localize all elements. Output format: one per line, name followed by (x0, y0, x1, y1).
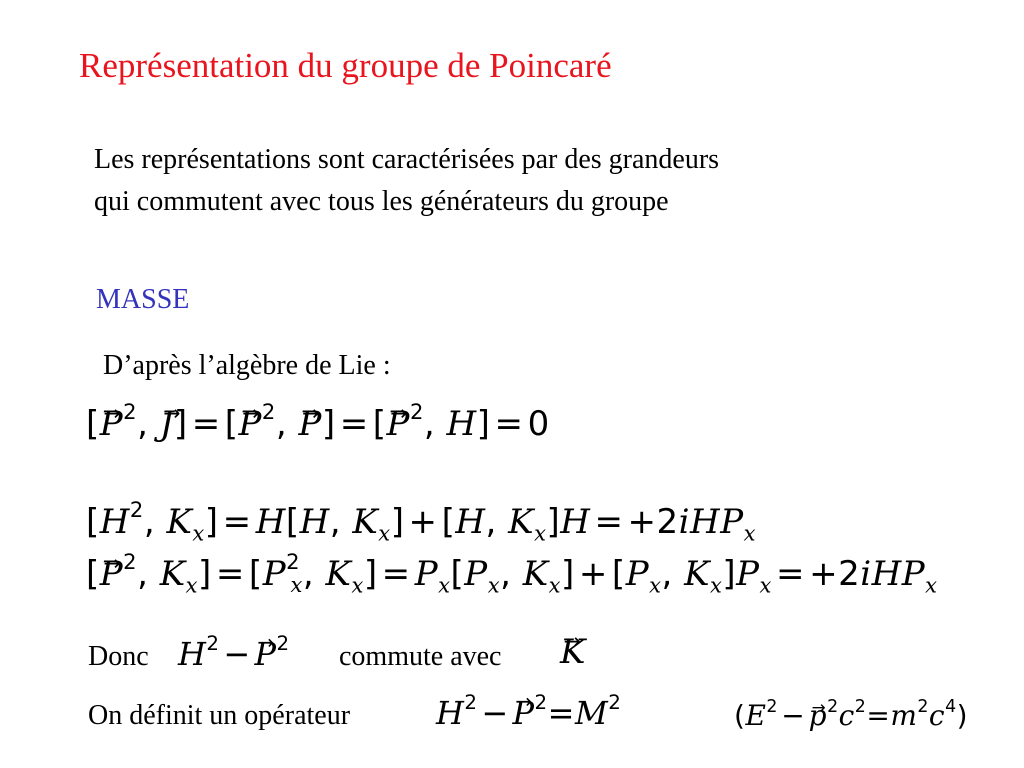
equation-coefficient: 2 (656, 502, 679, 542)
equation-h2-kx: [$H^2$, $K_x] = H[H$, $K_x] + [H$, $K_x]H = +2iHP_x$ (86, 497, 756, 546)
section-heading-masse: MASSE (96, 284, 190, 315)
intro-line-2: qui commutent avec tous les générateurs du groupe (94, 186, 669, 217)
vector-k: → K (560, 630, 586, 674)
donc-label: Donc (88, 641, 149, 672)
intro-line-1: Les représentations sont caractérisées par des grandeurs (94, 144, 720, 175)
equation-zero: 0 (527, 404, 550, 444)
commute-text: commute avec (339, 641, 502, 672)
expression-energy-momentum: $(E^2 -\to p^2c^2=m^2c^4)$ (734, 694, 968, 738)
definit-label: On définit un opérateur (88, 700, 351, 731)
expression-mass-operator: $H^2 -\to P^2=M^2$ (436, 691, 621, 735)
equation-commutators-zero: [→ $P^2$, → J] = [→ $P^2$, → P] = [→ $P^2$, H] = 0 (86, 402, 550, 446)
equation-coefficient: 2 (838, 554, 861, 594)
expression-h2-minus-p2: $H^2 -\to P^2$ (178, 632, 290, 676)
slide-title: Représentation du groupe de Poincaré (79, 46, 612, 85)
lie-algebra-text: D’après l’algèbre de Lie : (103, 350, 391, 381)
equation-p2-kx: [→ $P^2$, $K_x] = [P^2_x$, $K_x] = P_x[P_x$, $K_x] + [P_x$, $K_x]P_x = +2iHP_x$ (86, 552, 938, 596)
